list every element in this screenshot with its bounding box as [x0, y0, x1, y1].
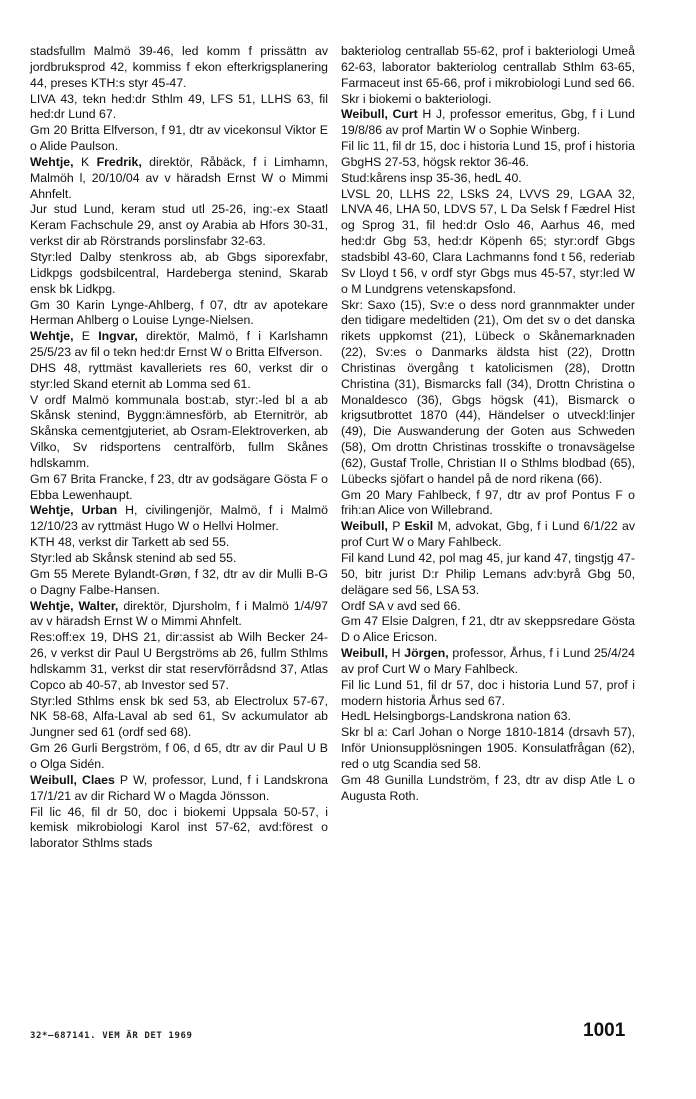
entry-paragraph: [341, 298, 635, 488]
right-column: [341, 44, 635, 805]
entry-text: HedL Helsingborgs-Landskrona nation 63.: [341, 709, 571, 724]
entry-heading-paragraph: [30, 329, 328, 361]
entry-surname: Wehtje,: [30, 154, 74, 169]
entry-text: KTH 48, verkst dir Tarkett ab sed 55.: [30, 535, 230, 550]
entry-paragraph: [341, 187, 635, 298]
entry-surname: Weibull,: [341, 519, 388, 534]
page-number: 1001: [583, 1020, 626, 1041]
entry-text: direktör, Malmö, f i Karlshamn 25/5/23 av fil o tekn hed:dr Ernst W o Britta Elfverson.: [30, 329, 329, 360]
entry-text: Stud:kårens insp 35-36, hedL 40.: [341, 170, 522, 185]
entry-surname: Wehtje,: [30, 329, 74, 344]
entry-heading-paragraph: [30, 773, 328, 805]
entry-paragraph: [30, 92, 328, 124]
entry-paragraph: [341, 92, 635, 108]
entry-paragraph: [30, 551, 328, 567]
entry-paragraph: [341, 599, 635, 615]
entry-paragraph: [341, 614, 635, 646]
entry-text: Gm 47 Elsie Dalgren, f 21, dtr av skeppsredare Gösta D o Alice Ericson.: [341, 614, 635, 645]
entry-paragraph: [30, 694, 328, 742]
entry-text: Fil lic Lund 51, fil dr 57, doc i historia Lund 57, prof i modern historia Århus sed 67.: [341, 677, 635, 708]
entry-paragraph: [30, 393, 328, 472]
entry-paragraph: [341, 725, 635, 773]
entry-heading-paragraph: [30, 503, 328, 535]
entry-heading-paragraph: [341, 646, 635, 678]
entry-paragraph: [30, 250, 328, 298]
entry-text: Styr:led Dalby stenkross ab, ab Gbgs siporexfabr, Lidkpgs godsbilcentral, Hardeberga stenind, Skarab ensk bk Lidkpg.: [30, 249, 328, 296]
entry-text: stadsfullm Malmö 39-46, led komm f prissättn av jordbruksprod 42, kommiss f ekon efterkrigsplanering 44, preses KTH:s styr 45-47.: [30, 44, 328, 90]
entry-given-name: Urban: [81, 503, 118, 518]
entry-paragraph: [30, 123, 328, 155]
entry-text: LIVA 43, tekn hed:dr Sthlm 49, LFS 51, LLHS 63, fil hed:dr Lund 67.: [30, 91, 328, 122]
entry-text: Fil lic 46, fil dr 50, doc i biokemi Uppsala 50-57, i kemisk mikrobiologi Karol inst 57-62, avd:förest o laborator Sthlms stads: [30, 804, 328, 851]
entry-text: Gm 48 Gunilla Lundström, f 23, dtr av disp Atle L o Augusta Roth.: [341, 772, 635, 803]
entry-paragraph: [30, 535, 328, 551]
entry-heading-paragraph: [341, 519, 635, 551]
entry-surname: Weibull, Curt: [341, 107, 418, 122]
entry-paragraph: [341, 44, 635, 92]
entry-paragraph: [341, 709, 635, 725]
entry-surname: Weibull,: [341, 646, 388, 661]
entry-heading-paragraph: [341, 107, 635, 139]
entry-initials: P: [387, 519, 405, 534]
entry-given-name: Fredrik,: [96, 154, 142, 169]
entry-paragraph: [30, 472, 328, 504]
entry-text: Gm 20 Britta Elfverson, f 91, dtr av vicekonsul Viktor E o Alide Paulson.: [30, 123, 328, 154]
entry-given-name: Eskil: [404, 519, 434, 534]
entry-text: Fil lic 11, fil dr 15, doc i historia Lund 15, prof i historia GbgHS 27-53, högsk rektor 36-46.: [341, 139, 635, 169]
entry-paragraph: [341, 551, 635, 599]
entry-paragraph: [341, 139, 635, 171]
entry-text: Ordf SA v avd sed 66.: [341, 598, 461, 613]
entry-text: Res:off:ex 19, DHS 21, dir:assist ab Wilh Becker 24-26, v verkst dir Paul U Bergströms ab 26, fullm Sthlms hdlskamm 31, verkst dir stat reservförrådsnd 37, Atlas Copco ab 40-57, ab Investor sed 57.: [30, 630, 328, 692]
entry-paragraph: [30, 630, 328, 693]
entry-text: M, advokat, Gbg, f i Lund 6/1/22 av prof Curt W o Mary Fahlbeck.: [341, 519, 635, 550]
entry-text: Gm 20 Mary Fahlbeck, f 97, dtr av prof Pontus F o frih:an Alice von Willebrand.: [341, 487, 635, 518]
entry-surname: Wehtje, Walter,: [30, 598, 119, 613]
entry-text: LVSL 20, LLHS 22, LSkS 24, LVVS 29, LGAA 32, LNVA 46, LHA 50, LDVS 57, L Da Selsk f Fædrel Hist og Sprog 31, fil hed:dr Oslo 46, Aarhus 46, med hed:dr Gbg 53, hed:dr Köpenh 65; styr:ordf Gbgs stadsbibl 43-60, Clara Lachmanns fond t 56, rederiab Sv Lloyd t 56, v ordf styr Gbgs mus 45-57, styr:led W o M Lundgrens vetenskapsfond.: [341, 186, 635, 296]
entry-paragraph: [30, 741, 328, 773]
entry-paragraph: [30, 805, 328, 853]
entry-paragraph: [341, 171, 635, 187]
entry-text: Gm 30 Karin Lynge-Ahlberg, f 07, dtr av apotekare Herman Ahlberg o Louise Lynge-Nielsen.: [30, 297, 328, 328]
entry-initials: [74, 503, 82, 517]
entry-text: Skr: Saxo (15), Sv:e o dess nord grannmakter under den tidigare medeltiden (21), Om det sv o det danska rikets uppkomst (21), Lübeck o Skånemarknaden (22), Sv:es o Danmarks äldsta hist (22), Drottn Christinas övergång t katolicismen (28), Drottn Christina (31), Bismarcks fall (34), Drottn Christina o Monaldesco (36), Gbgs högsk (41), Bismarck o krigsutbrottet 1870 (44), Händelser o utveckl:linjer (49), Die Auswanderung der Goten aus Schweden (58), Om drottn Christinas trosskifte o tronavsägelse (62), Gustaf Trolle, Christian II o Sthlms blodbad (65), Lübecks sjöfart o handel på de nord rikena (66).: [341, 297, 635, 486]
entry-paragraph: [30, 202, 328, 250]
entry-text: Fil kand Lund 42, pol mag 45, jur kand 47, tingstjg 47-50, bitr jurist D:r Philip Lemans adv:byrå Gbg 50, delägare sed 56, LSA 53.: [341, 551, 635, 597]
entry-paragraph: [30, 567, 328, 599]
entry-paragraph: [30, 298, 328, 330]
entry-text: P W, professor, Lund, f i Landskrona 17/1/21 av dir Richard W o Magda Jönsson.: [30, 772, 328, 803]
entry-text: Gm 55 Merete Bylandt-Grøn, f 32, dtr av dir Mulli B-G o Dagny Falbe-Hansen.: [30, 566, 328, 597]
entry-surname: Wehtje,: [30, 503, 74, 518]
footer-print-code: 32*—687141. VEM ÄR DET 1969: [30, 1031, 193, 1041]
entry-text: bakteriolog centrallab 55-62, prof i bakteriologi Umeå 62-63, laborator bakteriolog centrallab Sthlm 63-65, Farmaceut inst 65-66, prof i mikrobiologi Lund sed 66.: [341, 44, 635, 90]
entry-initials: H: [387, 646, 405, 661]
entry-initials: E: [73, 329, 99, 344]
entry-heading-paragraph: [30, 155, 328, 203]
entry-text: Styr:led Sthlms ensk bk sed 53, ab Electrolux 57-67, NK 58-68, Alfa-Laval ab sed 61, Sv ackumulator ab Jungner sed 61 (ordf sed 68).: [30, 693, 328, 740]
entry-text: Skr i biokemi o bakteriologi.: [341, 91, 492, 106]
entry-initials: K: [73, 154, 97, 169]
entry-text: Gm 26 Gurli Bergström, f 06, d 65, dtr av dir Paul U B o Olga Sidén.: [30, 741, 328, 771]
entry-text: Jur stud Lund, keram stud utl 25-26, ing:-ex Staatl Keram Fachschule 29, anst oy Arabia ab Hfors 30-31, verkst dir ab Rörstrands porslinsfabr 32-63.: [30, 202, 328, 249]
entry-text: direktör, Djursholm, f i Malmö 1/4/97 av v häradsh Ernst W o Mimmi Ahnfelt.: [30, 598, 328, 629]
entry-text: Styr:led ab Skånsk stenind ab sed 55.: [30, 551, 237, 565]
entry-paragraph: [341, 773, 635, 805]
entry-paragraph: [30, 44, 328, 92]
entry-text: Skr bl a: Carl Johan o Norge 1810-1814 (drsavh 57), Inför Unionsupplösningen 1905. Konsulatfrågan (62), red o utg Scandia sed 58.: [341, 725, 635, 771]
entry-paragraph: [30, 361, 328, 393]
entry-given-name: Jörgen,: [404, 646, 449, 661]
entry-surname: Weibull, Claes: [30, 772, 115, 787]
entry-text: H J, professor emeritus, Gbg, f i Lund 19/8/86 av prof Martin W o Sophie Winberg.: [341, 107, 635, 138]
entry-text: direktör, Råbäck, f i Limhamn, Malmöh l, 20/10/04 av v häradsh Ernst W o Mimmi Ahnfelt.: [30, 154, 328, 201]
entry-text: H, civilingenjör, Malmö, f i Malmö 12/10/23 av ryttmäst Hugo W o Hellvi Holmer.: [30, 503, 328, 534]
entry-text: V ordf Malmö kommunala bost:ab, styr:-led bl a ab Skånsk stenind, Byggn:ämnesförb, ab Eternitrör, ab Skånska cementgjuteriet, ab Osram-Elektroverken, ab Vilko, Sv ridsportens centralförb, fullm Skånes hdlskamm.: [30, 392, 328, 470]
entry-text: DHS 48, ryttmäst kavalleriets res 60, verkst dir o styr:led Skand eternit ab Lomma sed 61.: [30, 360, 328, 391]
entry-paragraph: [341, 488, 635, 520]
left-column: [30, 44, 328, 852]
entry-text: Gm 67 Brita Francke, f 23, dtr av godsägare Gösta F o Ebba Lewenhaupt.: [30, 471, 328, 502]
entry-given-name: Ingvar,: [98, 329, 138, 344]
entry-paragraph: [341, 678, 635, 710]
entry-text: professor, Århus, f i Lund 25/4/24 av prof Curt W o Mary Fahlbeck.: [341, 646, 635, 676]
entry-heading-paragraph: [30, 599, 328, 631]
